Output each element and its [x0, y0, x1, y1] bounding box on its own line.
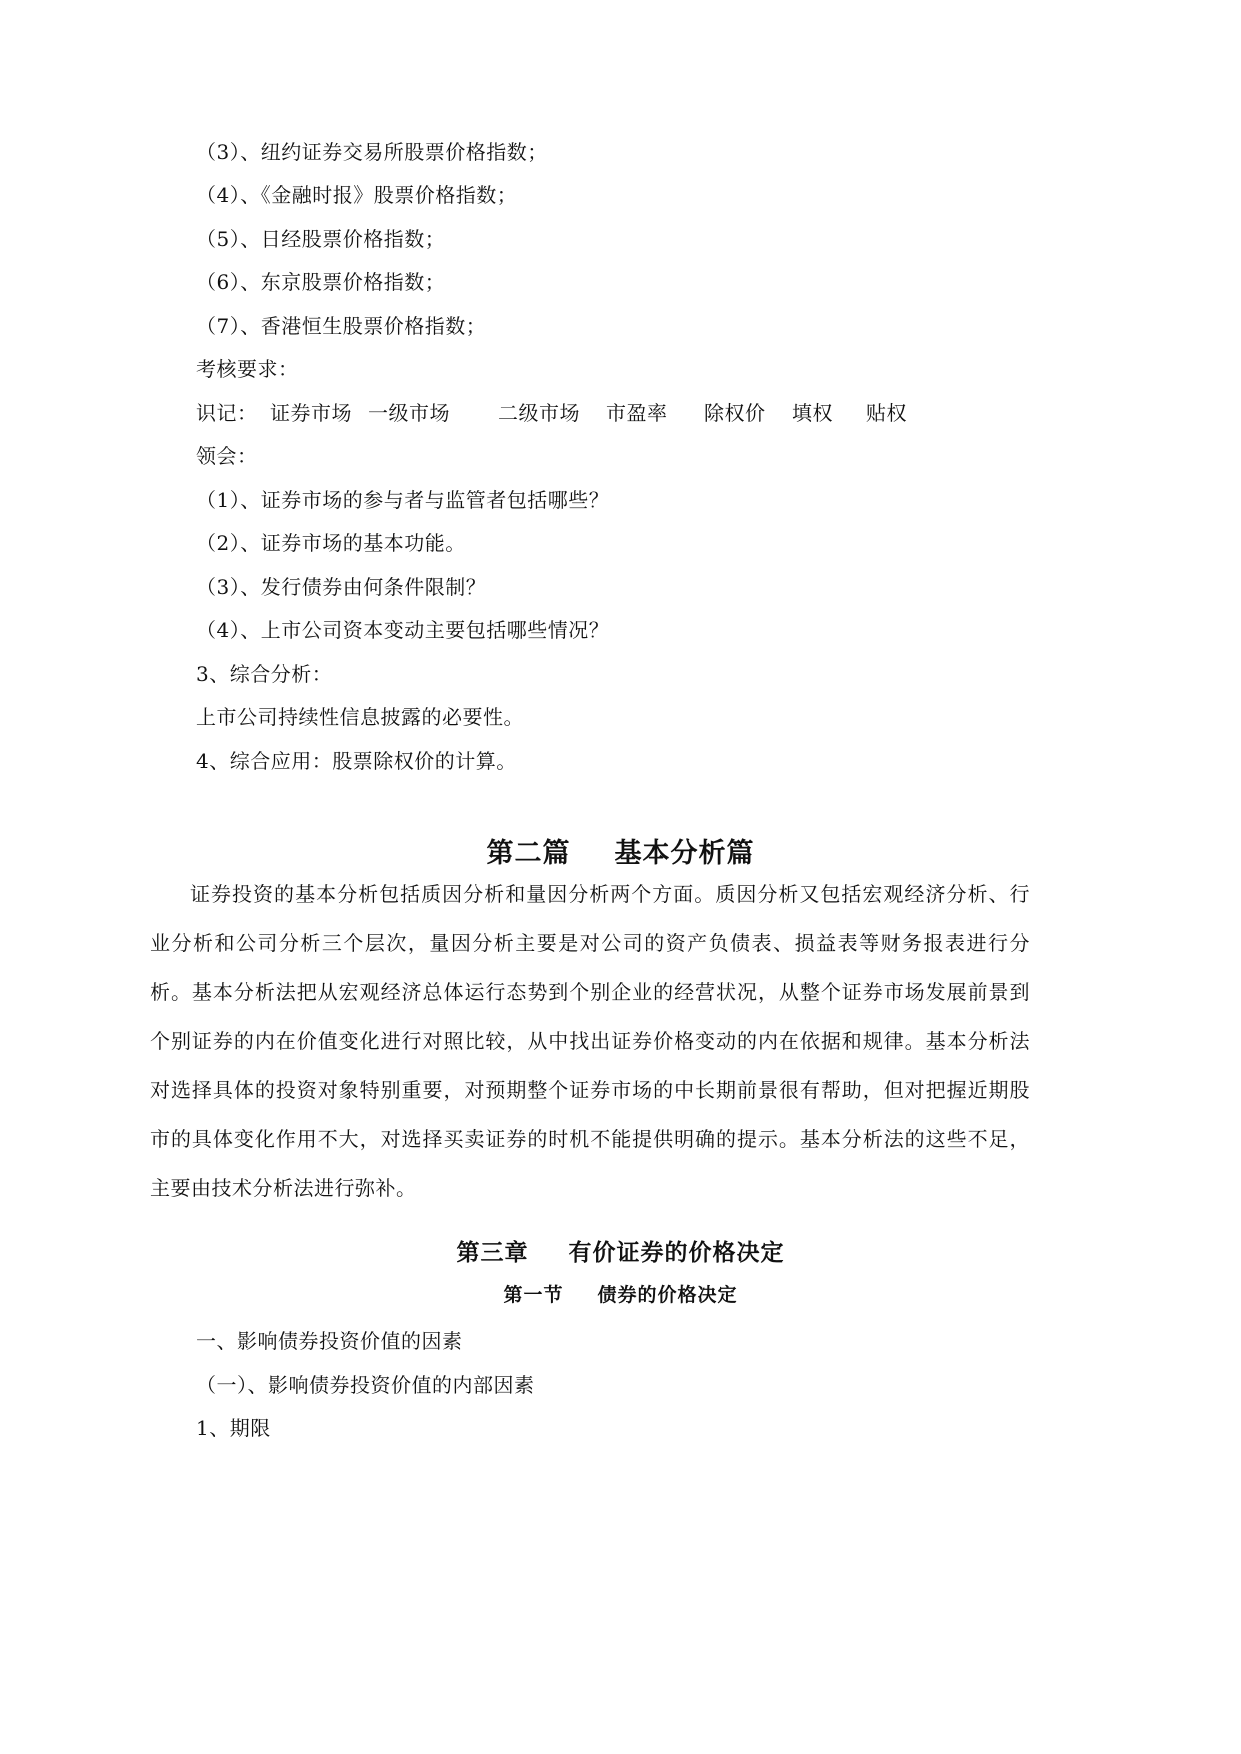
list-item: （6）、东京股票价格指数； [196, 270, 446, 294]
memorize-row [196, 399, 907, 427]
chapter-name: 有价证券的价格决定 [568, 1240, 785, 1266]
comprehensive-application: 4、综合应用：股票除权价的计算。 [196, 749, 517, 773]
list-item: （4）、《金融时报》股票价格指数； [196, 183, 518, 207]
term: 填权 [792, 401, 833, 425]
term: 市盈率 [606, 401, 668, 425]
list-item: （4）、上市公司资本变动主要包括哪些情况？ [196, 618, 610, 642]
list-item: （7）、香港恒生股票价格指数； [196, 314, 487, 338]
part-title [0, 836, 1241, 872]
outline-item: 1、期限 [196, 1416, 271, 1440]
list-item: （2）、证券市场的基本功能。 [196, 531, 466, 555]
part-intro-paragraph [150, 870, 1030, 1213]
chapter-number: 第三章 [456, 1240, 529, 1266]
term: 除权价 [704, 401, 766, 425]
list-item: （1）、证券市场的参与者与监管者包括哪些？ [196, 488, 610, 512]
comprehensive-analysis-label: 3、综合分析： [196, 662, 333, 686]
list-item: （3）、发行债券由何条件限制？ [196, 575, 487, 599]
comprehend-label: 领会： [196, 444, 258, 468]
term: 二级市场 [498, 401, 580, 425]
memorize-label: 识记： [196, 401, 258, 425]
section-name: 债券的价格决定 [597, 1284, 738, 1306]
part-name: 基本分析篇 [614, 838, 755, 869]
paragraph-text: 证券投资的基本分析包括质因分析和量因分析两个方面。质因分析又包括宏观经济分析、行业分析和公司分析三个层次，量因分析主要是对公司的资产负债表、损益表等财务报表进行分析。基本分析法把从宏观经济总体运行态势到个别企业的经营状况，从整个证券市场发展前景到个别证券的内在价值变化进行对照比较，从中找出证券价格变动的内在依据和规律。基本分析法对选择具体的投资对象特别重要，对预期整个证券市场的中长期前景很有帮助，但对把握近期股市的具体变化作用不大，对选择买卖证券的时机不能提供明确的提示。基本分析法的这些不足，主要由技术分析法进行弥补。 [150, 882, 1030, 1200]
comprehensive-analysis-text: 上市公司持续性信息披露的必要性。 [196, 705, 524, 729]
part-number: 第二篇 [486, 838, 571, 869]
list-item: （5）、日经股票价格指数； [196, 227, 446, 251]
outline-item: （一）、影响债券投资价值的内部因素 [196, 1373, 535, 1397]
section-number: 第一节 [503, 1284, 564, 1306]
assessment-label: 考核要求： [196, 357, 299, 381]
outline-item: 一、影响债券投资价值的因素 [196, 1329, 463, 1353]
section-title [0, 1281, 1241, 1309]
term: 证券市场 [270, 401, 352, 425]
chapter-title [0, 1237, 1241, 1269]
term: 贴权 [866, 401, 907, 425]
list-item: （3）、纽约证券交易所股票价格指数； [196, 140, 548, 164]
term: 一级市场 [368, 401, 450, 425]
